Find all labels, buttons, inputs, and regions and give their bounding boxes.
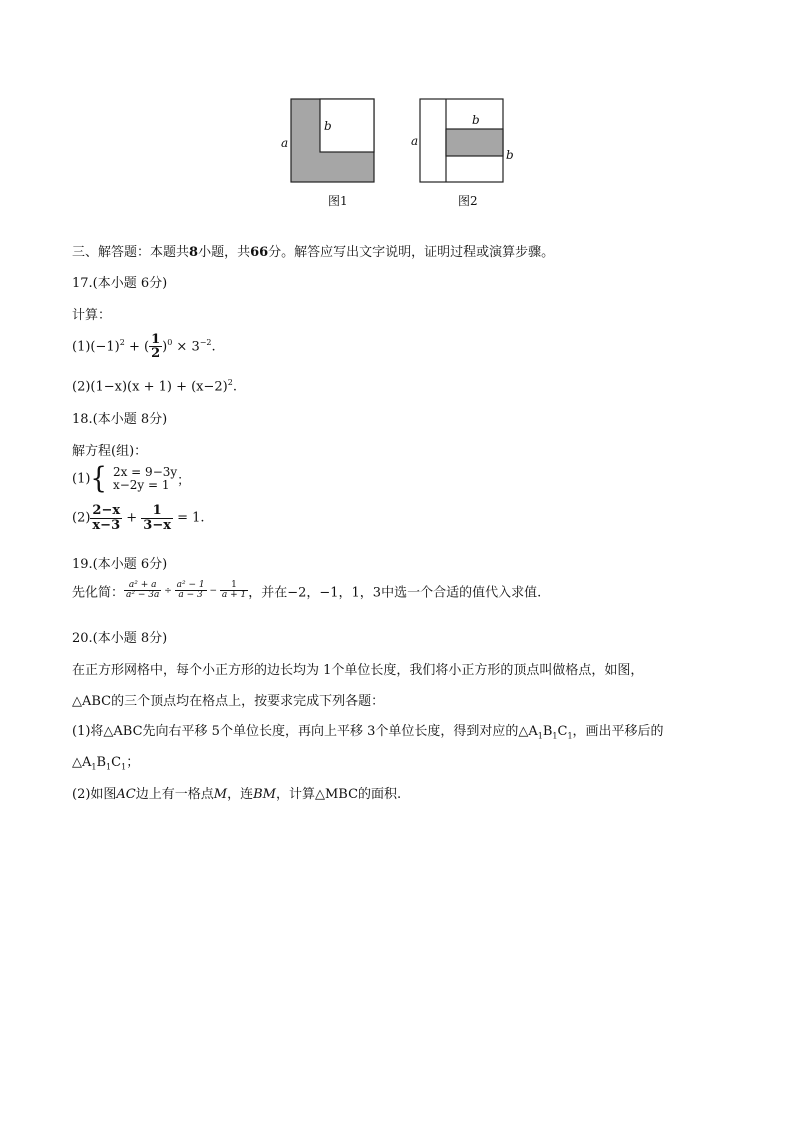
fig2-label-a: a <box>411 134 419 148</box>
q18-f2-num: 1 <box>141 504 173 519</box>
q17-p1-frac-den: 2 <box>151 346 161 362</box>
q20-sub6: 1 <box>121 762 127 772</box>
q18-part1 <box>72 462 191 496</box>
q18-p2-end: = 1. <box>173 510 205 526</box>
q19-lead: 先化简： <box>72 585 125 601</box>
q20-sub5: 1 <box>106 762 112 772</box>
fig2-label-b-top: b <box>472 113 480 127</box>
q19-f2-den: a − 3 <box>178 590 203 601</box>
q20-line3b: B <box>542 724 553 739</box>
q18-p2-label: (2) <box>72 510 91 526</box>
q17-instruction: 计算： <box>72 308 112 323</box>
q19-f1-num: a² + a <box>124 581 161 591</box>
q19-title: 19.(本小题 6分) <box>72 557 168 572</box>
q20-line4a: △A <box>72 755 92 770</box>
q17-p1-b: + ( <box>124 339 150 355</box>
section-heading-suffix: 分。解答应写出文字说明，证明过程或演算步骤。 <box>268 245 555 260</box>
q20-sub1: 1 <box>537 731 543 741</box>
fig1-caption: 图1 <box>328 194 348 208</box>
q20-line3a: (1)将△ABC先向右平移 5个单位长度，再向上平移 3个单位长度，得到对应的△A <box>72 724 538 739</box>
q20-line4d: ； <box>126 755 140 770</box>
figure-1 <box>280 95 380 190</box>
q20-sub3: 1 <box>567 731 573 741</box>
q20-line5c: ，连 <box>227 787 254 802</box>
q17-p1-a: (1)(−1) <box>72 339 120 355</box>
q19-f2-num: a² − 1 <box>176 580 205 590</box>
section-count: 8 <box>189 245 199 260</box>
q20-sub4: 1 <box>91 762 97 772</box>
q20-line5b: 边上有一格点 <box>135 787 214 802</box>
q20-sub2: 1 <box>552 731 558 741</box>
q20-line5-m: M <box>213 787 228 802</box>
q18-part2 <box>72 504 205 532</box>
q19-fraction3 <box>220 581 248 601</box>
q18-fraction1 <box>90 504 122 532</box>
q17-part2 <box>72 378 237 394</box>
q19-body <box>72 581 541 601</box>
q20-title: 20.(本小题 8分) <box>72 631 168 646</box>
q18-f1-den: x−3 <box>92 517 121 533</box>
q20-line3c: C <box>557 724 568 739</box>
section-heading-mid: 小题，共 <box>198 245 251 260</box>
q18-f2-den: 3−x <box>143 517 171 533</box>
q20-line4 <box>72 751 139 772</box>
q17-p2-exp: 2 <box>227 378 233 387</box>
q18-eq2: x−2y = 1 <box>112 478 170 493</box>
q19-fraction2 <box>175 581 207 601</box>
q20-line5a: (2)如图 <box>72 787 117 802</box>
q17-p1-frac-num: 1 <box>151 331 161 347</box>
q18-system <box>113 466 177 492</box>
q19-div: ÷ <box>161 585 175 596</box>
q20-line3d: ，画出平移后的 <box>572 724 664 739</box>
q19-tail: ，并在−2，−1，1，3中选一个合适的值代入求值. <box>248 585 542 601</box>
q19-f1-den: a² − 3a <box>126 590 160 601</box>
q17-p2-a: (2)(1−x)(x + 1) + (x−2) <box>72 379 228 395</box>
fig2-label-b-right: b <box>506 148 514 162</box>
q20-line4c: C <box>111 755 122 770</box>
q20-line4b: B <box>96 755 107 770</box>
q17-p1-exp2: 0 <box>167 338 173 347</box>
q17-title: 17.(本小题 6分) <box>72 276 168 291</box>
q18-f1-num: 2−x <box>92 503 121 518</box>
q20-line1: 在正方形网格中，每个小正方形的边长均为 1个单位长度，我们将小正方形的顶点叫做格点，如图， <box>72 663 644 678</box>
q20-line5-bm: BM <box>253 787 276 802</box>
fig1-label-a: a <box>281 136 289 150</box>
section-heading <box>72 241 554 260</box>
q19-f3-num: 1 <box>220 581 248 591</box>
q18-plus: + <box>122 510 142 526</box>
q19-fraction1 <box>124 581 161 601</box>
q18-title: 18.(本小题 8分) <box>72 412 168 427</box>
q18-instruction: 解方程(组)： <box>72 444 148 459</box>
fig1-label-b: b <box>324 119 332 133</box>
q17-p1-c: ) <box>162 339 168 355</box>
q18-eq1: 2x = 9−3y <box>112 465 178 479</box>
q18-fraction2 <box>141 504 173 532</box>
q20-line5-ac: AC <box>116 787 136 802</box>
q17-part1 <box>72 328 216 362</box>
q20-line5 <box>72 783 401 802</box>
q19-f3-den: a + 1 <box>221 590 247 601</box>
q19-minus: − <box>206 585 220 596</box>
q18-p1-label: (1) <box>72 471 91 487</box>
figure-2 <box>410 95 510 190</box>
q17-p1-exp1: 2 <box>119 338 125 347</box>
q17-p1-e: . <box>211 339 216 355</box>
q17-p1-exp3: −2 <box>199 338 212 347</box>
section-score: 66 <box>250 245 269 260</box>
q20-line3 <box>72 720 664 741</box>
section-heading-prefix: 三、解答题：本题共 <box>72 245 190 260</box>
fig2-shaded-rect <box>446 129 503 156</box>
q17-p1-fraction <box>149 333 162 361</box>
q18-brace: { <box>90 462 107 496</box>
q18-p1-end: ； <box>177 473 191 489</box>
q20-line5d: ，计算△MBC的面积. <box>275 787 402 802</box>
q20-line2: △ABC的三个顶点均在格点上，按要求完成下列各题： <box>72 694 385 709</box>
q17-p2-b: . <box>232 379 237 395</box>
fig2-caption: 图2 <box>458 194 478 208</box>
q17-p1-d: × 3 <box>172 339 200 355</box>
